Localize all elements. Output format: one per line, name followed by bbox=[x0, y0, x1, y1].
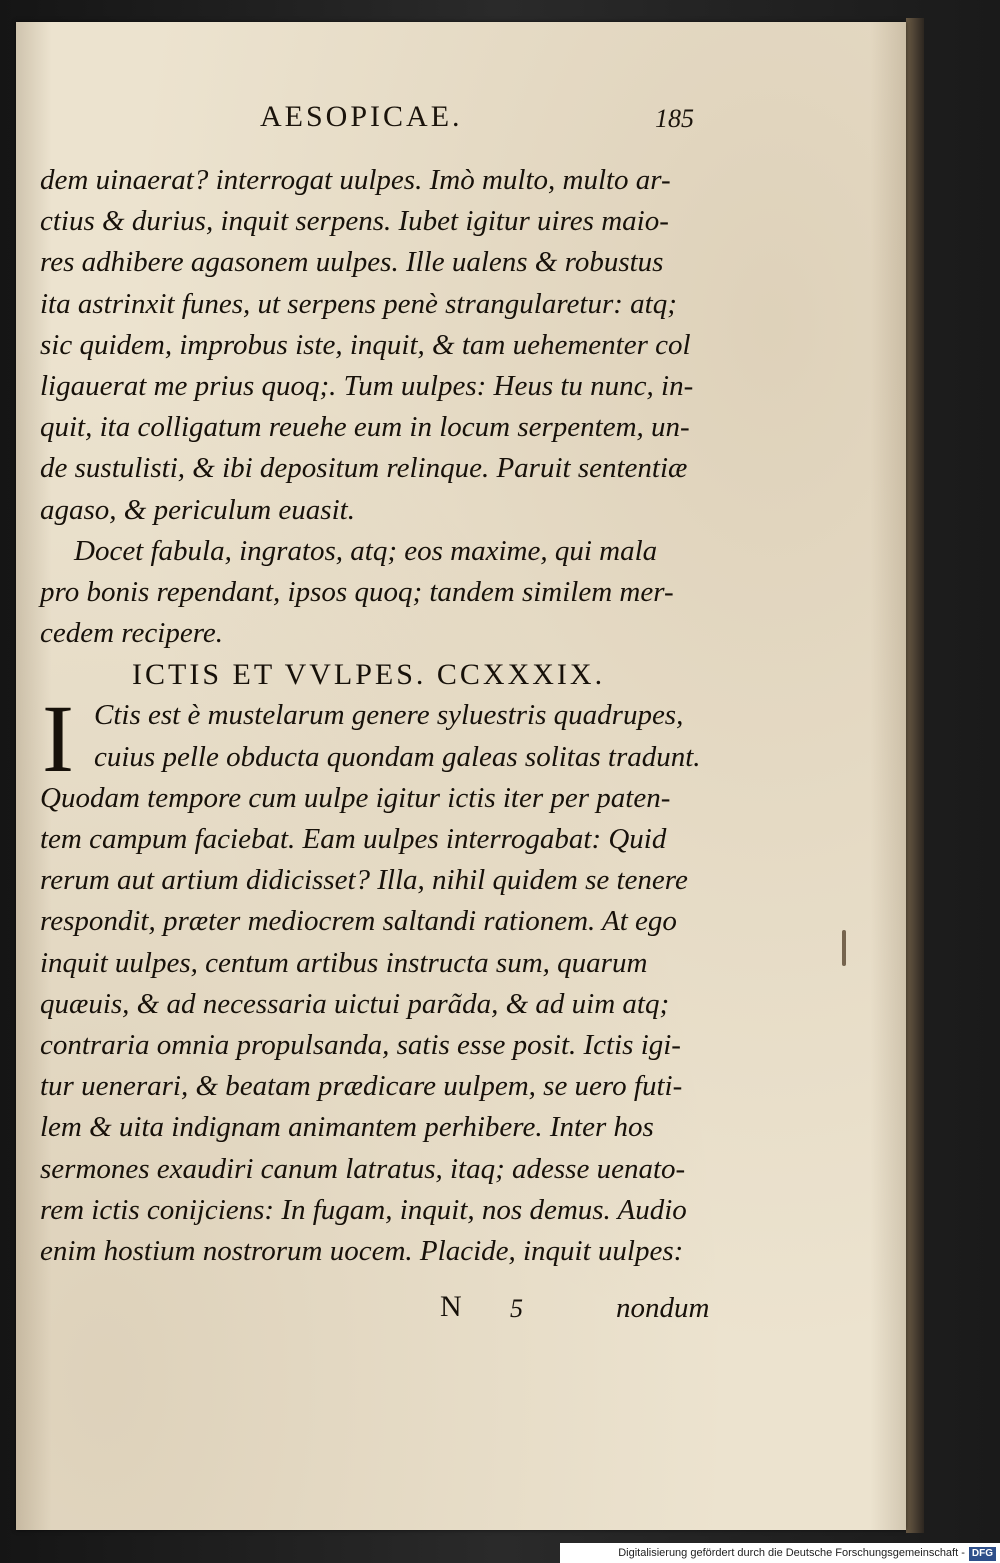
text-line: quit, ita colligatum reuehe eum in locum serpentem, un- bbox=[40, 411, 690, 444]
text-line: res adhibere agasonem uulpes. Ille ualens & robustus bbox=[40, 246, 664, 279]
text-line: Quodam tempore cum uulpe igitur ictis iter per paten- bbox=[40, 781, 671, 814]
signature-number: 5 bbox=[510, 1294, 523, 1323]
catchword: nondum bbox=[616, 1292, 710, 1324]
dfg-logo: DFG bbox=[969, 1547, 996, 1561]
credit-text: Digitalisierung gefördert durch die Deutsche Forschungsgemeinschaft - bbox=[618, 1547, 965, 1559]
text-line: respondit, præter mediocrem saltandi rationem. At ego bbox=[40, 905, 677, 938]
text-line: pro bonis rependant, ipsos quoq; tandem similem mer- bbox=[40, 575, 674, 608]
fable-heading: ICTIS ET VVLPES. CCXXXIX. bbox=[132, 658, 606, 692]
text-line: cedem recipere. bbox=[40, 617, 224, 650]
paragraph-3 bbox=[40, 685, 730, 1272]
page-footer bbox=[440, 1290, 730, 1330]
text-line: ctius & durius, inquit serpens. Iubet igitur uires maio- bbox=[40, 205, 669, 238]
text-line: tem campum faciebat. Eam uulpes interrogabat: Quid bbox=[40, 823, 667, 855]
margin-mark bbox=[842, 930, 846, 966]
text-line: contraria omnia propulsanda, satis esse posit. Ictis igi- bbox=[40, 1028, 681, 1061]
text-line: quæuis, & ad necessaria uictui parãda, & ad uim atq; bbox=[40, 987, 670, 1020]
page-header bbox=[260, 100, 730, 140]
book-edge bbox=[906, 18, 924, 1533]
text-line: Ctis est è mustelarum genere syluestris quadrupes, bbox=[94, 699, 684, 732]
running-title: AESOPICAE. bbox=[260, 100, 463, 133]
text-line: inquit uulpes, centum artibus instructa sum, quarum bbox=[40, 946, 648, 979]
text-line: rerum aut artium didicisset? Illa, nihil quidem se tenere bbox=[40, 864, 688, 897]
paragraph-2-moral bbox=[40, 531, 730, 655]
text-line: tur uenerari, & beatam prædicare uulpem, se uero futi- bbox=[40, 1070, 683, 1103]
text-line: de sustulisti, & ibi depositum relinque. Paruit sententiæ bbox=[40, 452, 688, 485]
signature-letter: N bbox=[440, 1290, 462, 1323]
text-line: ita astrinxit funes, ut serpens penè strangularetur: atq; bbox=[40, 287, 677, 320]
text-line: lem & uita indignam animantem perhibere. Inter hos bbox=[40, 1111, 654, 1144]
paragraph-1 bbox=[40, 160, 730, 531]
text-line: ligauerat me prius quoq;. Tum uulpes: Heus tu nunc, in- bbox=[40, 369, 694, 402]
page-number: 185 bbox=[655, 104, 694, 133]
body-text bbox=[40, 160, 730, 1272]
digitization-credit bbox=[560, 1543, 1000, 1563]
text-line: sic quidem, improbus iste, inquit, & tam uehementer col bbox=[40, 328, 691, 361]
text-line: cuius pelle obducta quondam galeas solitas tradunt. bbox=[94, 740, 701, 773]
drop-cap-initial: I bbox=[42, 685, 74, 793]
text-line: sermones exaudiri canum latratus, itaq; adesse uenato- bbox=[40, 1152, 686, 1185]
text-line: dem uinaerat? interrogat uulpes. Imò multo, multo ar- bbox=[40, 164, 671, 196]
text-line: enim hostium nostrorum uocem. Placide, inquit uulpes: bbox=[40, 1234, 684, 1267]
text-line: agaso, & periculum euasit. bbox=[40, 493, 355, 526]
text-line: rem ictis conijciens: In fugam, inquit, nos demus. Audio bbox=[40, 1193, 687, 1226]
text-line: Docet fabula, ingratos, atq; eos maxime, qui mala bbox=[74, 534, 658, 567]
